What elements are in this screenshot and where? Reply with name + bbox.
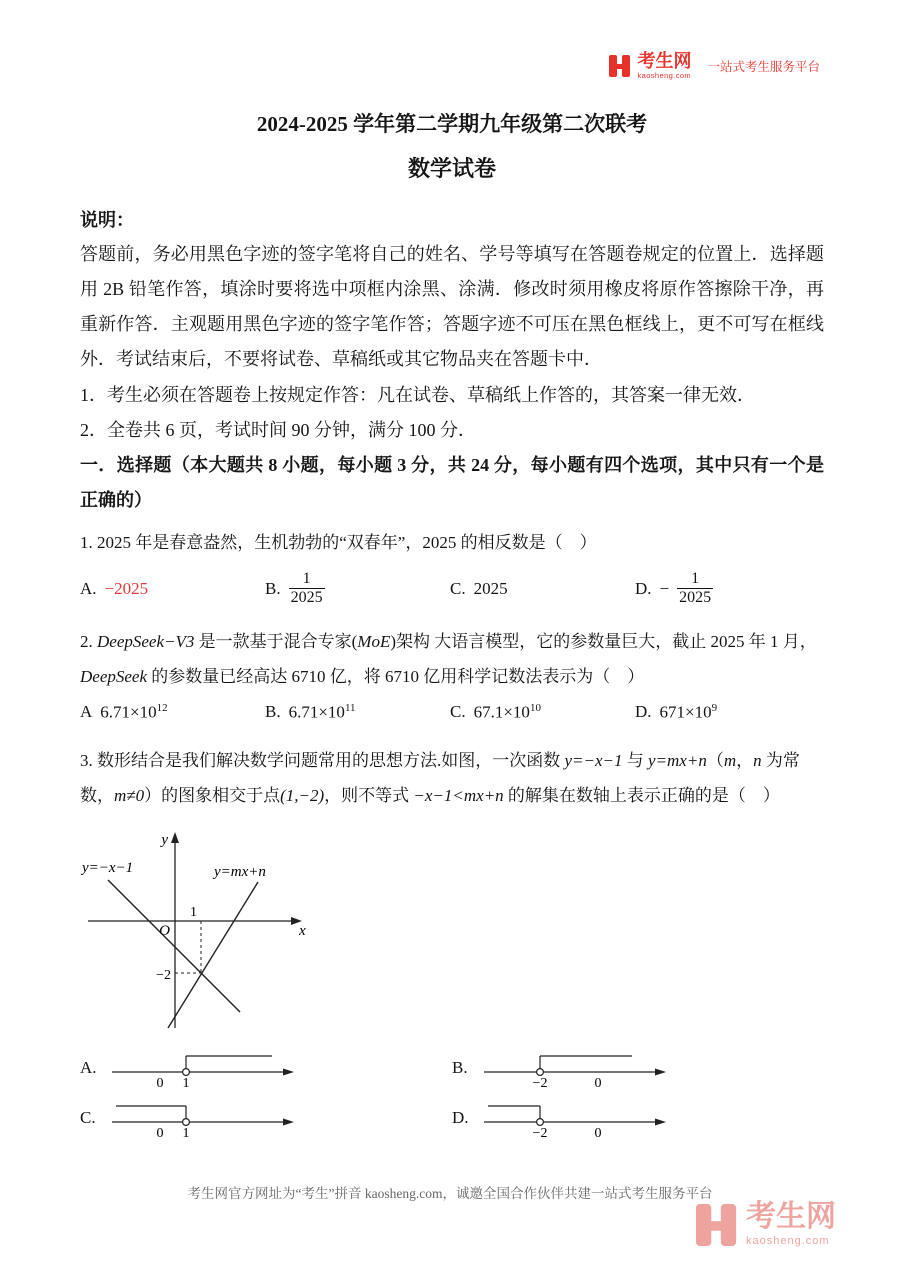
line2-label: y=mx+n — [214, 864, 266, 881]
tick-label: 1 — [182, 1126, 190, 1141]
question-2-text: 2. DeepSeek−V3 是一款基于混合专家(MoE)架构 大语言模型，它的参数量巨大，截止 2025 年 1 月，DeepSeek 的参数量已经高达 6710 亿，将 6710 亿用科学记数法表示为（ ） — [80, 631, 817, 686]
numberline-option-c — [80, 1093, 452, 1143]
q2-option-b-label: B. — [265, 702, 281, 722]
numberline-arrow — [283, 1069, 294, 1076]
numberline-a — [110, 1046, 300, 1090]
y-axis-arrow — [171, 832, 179, 843]
tick-label: −2 — [532, 1126, 548, 1141]
q1-option-b — [265, 570, 450, 608]
numberline-option-d — [452, 1093, 824, 1143]
q1-option-a-label: A. — [80, 578, 97, 598]
q3-answer-options — [80, 1043, 824, 1143]
q1-option-d — [635, 570, 824, 608]
numberline-arrow — [283, 1119, 294, 1126]
q2-option-c-label: C. — [450, 702, 466, 722]
coordinate-plane — [80, 826, 315, 1034]
tick-label-neg2: −2 — [156, 968, 171, 984]
open-circle — [183, 1069, 190, 1076]
q2-option-a-value: $6.71\times 10^{12}$ — [100, 702, 168, 722]
q3-graph-figure — [80, 826, 824, 1039]
watermark-logo-icon — [696, 1204, 738, 1246]
numberline-d — [482, 1096, 672, 1140]
option-c-label: C. — [80, 1108, 96, 1128]
tick-label: 0 — [156, 1126, 164, 1141]
line-y-equals-mx-plus-n — [168, 882, 258, 1028]
q1-option-d-label: D. — [635, 578, 652, 598]
option-d-label: D. — [452, 1108, 469, 1128]
fraction-numerator: 1 — [677, 570, 713, 589]
open-circle — [183, 1119, 190, 1126]
note-item-2: 2．全卷共 6 页，考试时间 90 分钟，满分 100 分． — [80, 419, 476, 440]
line1-label: y=−x−1 — [82, 860, 134, 877]
open-circle — [537, 1119, 544, 1126]
fraction-numerator: 1 — [289, 570, 325, 589]
question-1-text: 1. 2025 年是春意盎然，生机勃勃的“双春年”，2025 的相反数是（ ） — [80, 532, 597, 552]
logo-domain: kaosheng.com — [637, 71, 692, 80]
numberline-c — [110, 1096, 300, 1140]
q1-option-d-fraction — [677, 570, 713, 608]
open-circle — [537, 1069, 544, 1076]
document-body — [80, 50, 824, 1143]
kaosheng-watermark — [696, 1202, 836, 1247]
section-heading: 一．选择题（本大题共 8 小题，每小题 3 分，共 24 分，每小题有四个选项，其中只有一个是正确的） — [80, 454, 824, 510]
numberline-option-b — [452, 1043, 824, 1093]
q2-option-b-value: $6.71\times 10^{11}$ — [288, 702, 356, 722]
q1-option-d-sign: − — [659, 578, 670, 598]
fraction-denominator: 2025 — [290, 589, 323, 607]
note-item-1: 1．考生必须在答题卷上按规定作答：凡在试卷、草稿纸上作答的，其答案一律无效． — [80, 384, 755, 405]
q1-option-b-label: B. — [265, 578, 281, 598]
option-a-label: A. — [80, 1058, 97, 1078]
math-deepseek-v3: DeepSeek−V3 — [97, 631, 195, 651]
doc-subtitle: 数学试卷 — [407, 156, 496, 181]
math-deepseek: DeepSeek — [80, 666, 148, 686]
tick-label: 0 — [156, 1076, 164, 1091]
tick-label: −2 — [532, 1076, 548, 1091]
numberline-arrow — [655, 1119, 666, 1126]
numberline-arrow — [655, 1069, 666, 1076]
q2-option-d-label: D. — [635, 702, 652, 722]
q2-option-a — [80, 702, 265, 723]
math-moe: MoE — [357, 631, 391, 651]
q1-option-a-value: −2025 — [104, 578, 149, 598]
numberline-option-a — [80, 1043, 452, 1093]
question-3-text: 3. 数形结合是我们解决数学问题常用的思想方法.如图，一次函数 y=−x−1 与 y=mx+n（m，n 为常数，m≠0）的图象相交于点(1,−2)，则不等式 −x−1<mx+n 的解集在数轴上表示正确的是（ ） — [80, 751, 800, 806]
q2-option-d-value: $671\times 10^9$ — [659, 702, 718, 722]
tick-label: 0 — [594, 1126, 602, 1141]
tick-label: 1 — [182, 1076, 190, 1091]
notes-paragraph: 答题前，务必用黑色字迹的签字笔将自己的姓名、学号等填写在答题卷规定的位置上．选择题用 2B 铅笔作答，填涂时要将选中项框内涂黑、涂满．修改时须用橡皮将原作答擦除干净，再重新作答．主观题用黑色字迹的签字笔作答；答题字迹不可压在黑色框线上，更不可写在框线外．考试结束后，不要将试卷、草稿纸或其它物品夹在答题卡中． — [80, 244, 824, 370]
q1-option-c-label: C. — [450, 578, 466, 598]
x-axis-label: x — [299, 923, 306, 940]
watermark-domain: kaosheng.com — [746, 1235, 830, 1247]
logo-tagline: 一站式考生服务平台 — [707, 59, 820, 74]
footer-text: 考生网官方网址为“考生”拼音 kaosheng.com，诚邀全国合作伙伴共建一站式考生服务平台 — [187, 1186, 713, 1201]
q1-option-c-value: 2025 — [473, 578, 508, 598]
q2-option-c — [450, 702, 635, 723]
watermark-name: 考生网 — [746, 1200, 836, 1233]
q1-option-a — [80, 579, 265, 599]
y-axis-label: y — [161, 832, 168, 849]
logo-name: 考生网 — [637, 51, 692, 71]
line-y-equals-minus-x-minus-1 — [108, 880, 240, 1012]
q1-option-c — [450, 579, 635, 599]
q2-option-a-label: A — [80, 702, 93, 722]
question-2-options — [80, 694, 824, 730]
watermark-text-block — [746, 1202, 836, 1247]
q2-option-b — [265, 702, 450, 723]
q1-option-b-fraction — [289, 570, 325, 608]
numberline-b — [482, 1046, 672, 1090]
question-1-options — [80, 561, 824, 617]
q2-option-d — [635, 702, 824, 723]
q2-option-c-value: $67.1\times 10^{10}$ — [473, 702, 541, 722]
notes-label: 说明： — [80, 210, 134, 230]
tick-label: 0 — [594, 1076, 602, 1091]
fraction-denominator: 2025 — [679, 589, 712, 607]
origin-label: O — [159, 923, 170, 940]
tick-label-one: 1 — [190, 905, 197, 921]
option-b-label: B. — [452, 1058, 468, 1078]
doc-title: 2024-2025 学年第二学期九年级第二次联考 — [256, 112, 648, 136]
